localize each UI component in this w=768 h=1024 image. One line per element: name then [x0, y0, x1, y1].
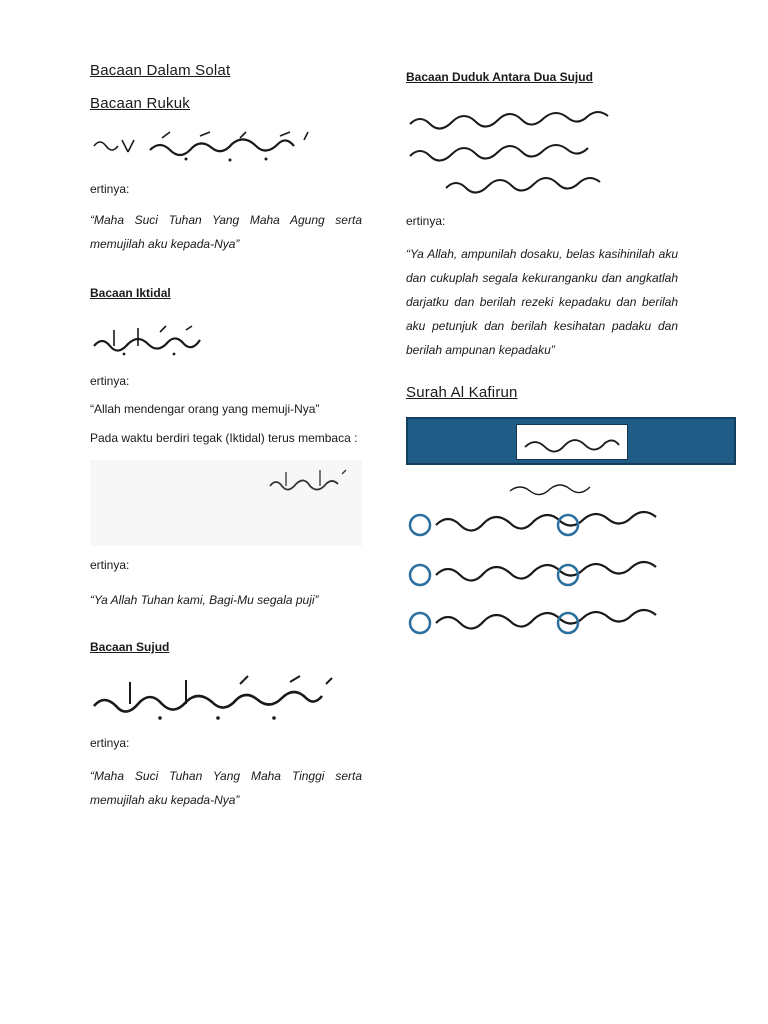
document-title: Bacaan Dalam Solat [90, 62, 231, 79]
iktidal-arabic-image [90, 322, 208, 360]
duduk-meaning: “Ya Allah, ampunilah dosaku, belas kasihinilah aku dan cukuplah segala kekuranganku dan angkatlah darjatku dan berilah rezeki kepadaku dan berilah aku petunjuk dan berilah kesihatan padaku dan berilah ampunan kepadaku” [406, 247, 678, 357]
duduk-heading: Bacaan Duduk Antara Dua Sujud [406, 70, 593, 84]
kafirun-verses-image [406, 473, 736, 639]
kafirun-title-banner [406, 417, 736, 465]
rukuk-heading: Bacaan Rukuk [90, 95, 190, 112]
sujud-arabic-image [90, 672, 348, 724]
iktidal-heading: Bacaan Iktidal [90, 286, 171, 300]
rukuk-arabic-image [90, 126, 320, 166]
rabbana-meaning: “Ya Allah Tuhan kami, Bagi-Mu segala puji” [90, 593, 319, 607]
iktidal-ertinya-label: ertinya: [90, 374, 130, 388]
kafirun-heading: Surah Al Kafirun [406, 384, 518, 401]
rukuk-ertinya-label: ertinya: [90, 182, 130, 196]
right-column [406, 70, 678, 639]
duduk-arabic-image [406, 104, 656, 200]
sujud-meaning: “Maha Suci Tuhan Yang Maha Tinggi serta memujilah aku kepada-Nya” [90, 769, 362, 807]
rabbana-ertinya-label: ertinya: [90, 558, 130, 572]
sujud-heading: Bacaan Sujud [90, 640, 170, 654]
iktidal-meaning: “Allah mendengar orang yang memuji-Nya” [90, 402, 320, 416]
left-column [90, 62, 362, 812]
rukuk-meaning: “Maha Suci Tuhan Yang Maha Agung serta memujilah aku kepada-Nya” [90, 213, 362, 251]
duduk-ertinya-label: ertinya: [406, 214, 446, 228]
kafirun-title-cartouche [516, 424, 628, 460]
rabbana-arabic-image [90, 460, 362, 546]
sujud-ertinya-label: ertinya: [90, 736, 130, 750]
iktidal-note: Pada waktu berdiri tegak (Iktidal) terus membaca : [90, 431, 358, 445]
